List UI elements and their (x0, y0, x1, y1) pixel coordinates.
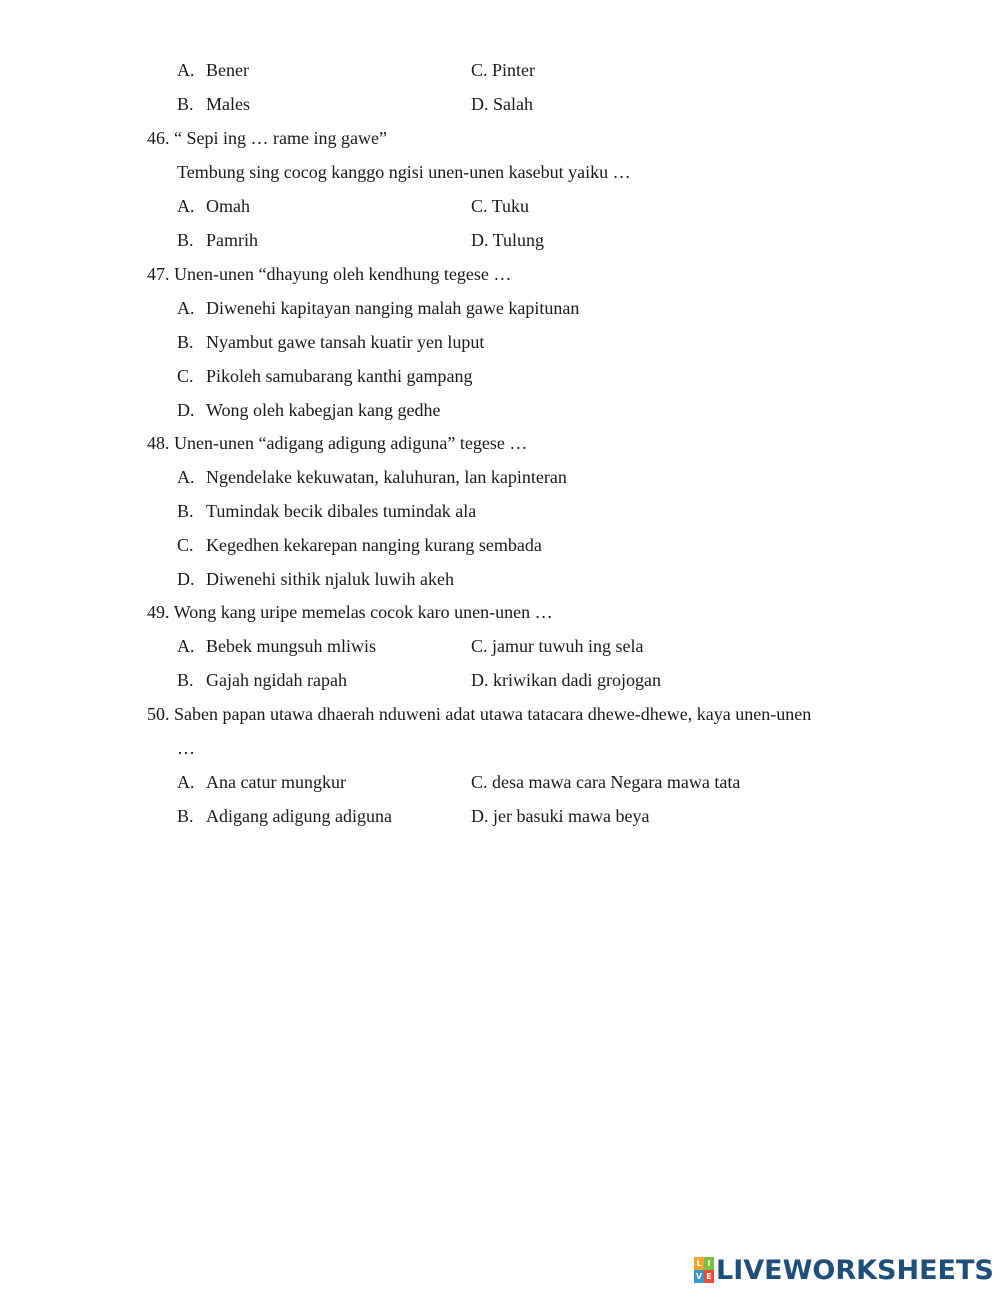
logo-icon-letter: L (694, 1257, 704, 1270)
option-text: Ana catur mungkur (206, 772, 346, 792)
logo-icon-letter: I (704, 1257, 714, 1270)
q48-option-b (177, 500, 476, 522)
q47-option-d (177, 399, 440, 421)
q50-option-b (177, 805, 392, 827)
option-label: A. (177, 196, 195, 216)
option-label: B. (177, 806, 194, 826)
option-text: Bebek mungsuh mliwis (206, 636, 376, 656)
question-number: 49. (147, 602, 170, 622)
q45-option-c: C. Pinter (471, 60, 536, 80)
q46-option-d: D. Tulung (471, 230, 545, 250)
liveworksheets-logo[interactable] (694, 1254, 994, 1286)
option-text: Diwenehi sithik njaluk luwih akeh (206, 569, 454, 589)
option-label: A. (177, 467, 195, 487)
option-text: Nyambut gawe tansah kuatir yen luput (206, 332, 485, 352)
logo-icon-letter: E (704, 1270, 714, 1283)
option-label: B. (177, 501, 194, 521)
q45-option-b (177, 93, 250, 115)
option-label: A. (177, 772, 195, 792)
option-label: B. (177, 230, 194, 250)
q46-option-c: C. Tuku (471, 196, 530, 216)
question-text: Wong kang uripe memelas cocok karo unen-unen … (173, 602, 553, 622)
option-label: A. (177, 298, 195, 318)
logo-text: LIVEWORKSHEETS (716, 1254, 994, 1286)
q49-option-b (177, 669, 347, 691)
question-text: Saben papan utawa dhaerah nduweni adat utawa tatacara dhewe-dhewe, kaya unen-unen (174, 704, 812, 724)
q48-option-d (177, 568, 454, 590)
option-label: C. (177, 535, 194, 555)
option-text: Diwenehi kapitayan nanging malah gawe kapitunan (206, 298, 580, 318)
q48-option-c (177, 534, 542, 556)
option-text: Pikoleh samubarang kanthi gampang (206, 366, 473, 386)
liveworksheets-logo-icon (694, 1257, 714, 1283)
option-text: Tumindak becik dibales tumindak ala (206, 501, 477, 521)
q46-option-b (177, 229, 258, 251)
q50-question (147, 703, 811, 725)
option-label: A. (177, 60, 195, 80)
question-text: Unen-unen “dhayung oleh kendhung tegese … (174, 264, 512, 284)
q49-option-c: C. jamur tuwuh ing sela (471, 636, 644, 656)
question-number: 50. (147, 704, 170, 724)
q48-option-a (177, 466, 567, 488)
option-text: Males (206, 94, 250, 114)
q47-question (147, 263, 511, 285)
option-text: Adigang adigung adiguna (206, 806, 392, 826)
question-number: 48. (147, 433, 170, 453)
question-number: 47. (147, 264, 170, 284)
option-label: B. (177, 332, 194, 352)
q49-question (147, 601, 553, 623)
option-label: B. (177, 670, 194, 690)
q45-option-d: D. Salah (471, 94, 533, 114)
q47-option-a (177, 297, 579, 319)
q47-option-c (177, 365, 472, 387)
option-label: D. (177, 400, 195, 420)
q50-option-d: D. jer basuki mawa beya (471, 806, 650, 826)
question-text: Unen-unen “adigang adigung adiguna” tegese … (174, 433, 528, 453)
q46-question (147, 127, 387, 149)
logo-icon-letter: V (695, 1272, 703, 1281)
q50-option-a (177, 771, 346, 793)
option-text: Gajah ngidah rapah (206, 670, 347, 690)
q46-subtext: Tembung sing cocog kanggo ngisi unen-unen kasebut yaiku … (177, 162, 631, 182)
option-text: Bener (206, 60, 249, 80)
q47-option-b (177, 331, 484, 353)
q48-question (147, 432, 527, 454)
q46-option-a (177, 195, 250, 217)
option-label: A. (177, 636, 195, 656)
option-text: Omah (206, 196, 250, 216)
q50-question-continued: … (177, 738, 195, 758)
option-label: B. (177, 94, 194, 114)
q49-option-d: D. kriwikan dadi grojogan (471, 670, 661, 690)
option-text: Ngendelake kekuwatan, kaluhuran, lan kapinteran (206, 467, 567, 487)
q45-option-a (177, 59, 249, 81)
question-number: 46. (147, 128, 170, 148)
q49-option-a (177, 635, 376, 657)
q50-option-c: C. desa mawa cara Negara mawa tata (471, 772, 741, 792)
option-label: C. (177, 366, 194, 386)
option-text: Pamrih (206, 230, 258, 250)
option-text: Wong oleh kabegjan kang gedhe (206, 400, 441, 420)
option-label: D. (177, 569, 195, 589)
option-text: Kegedhen kekarepan nanging kurang sembada (206, 535, 542, 555)
question-text: “ Sepi ing … rame ing gawe” (174, 128, 387, 148)
